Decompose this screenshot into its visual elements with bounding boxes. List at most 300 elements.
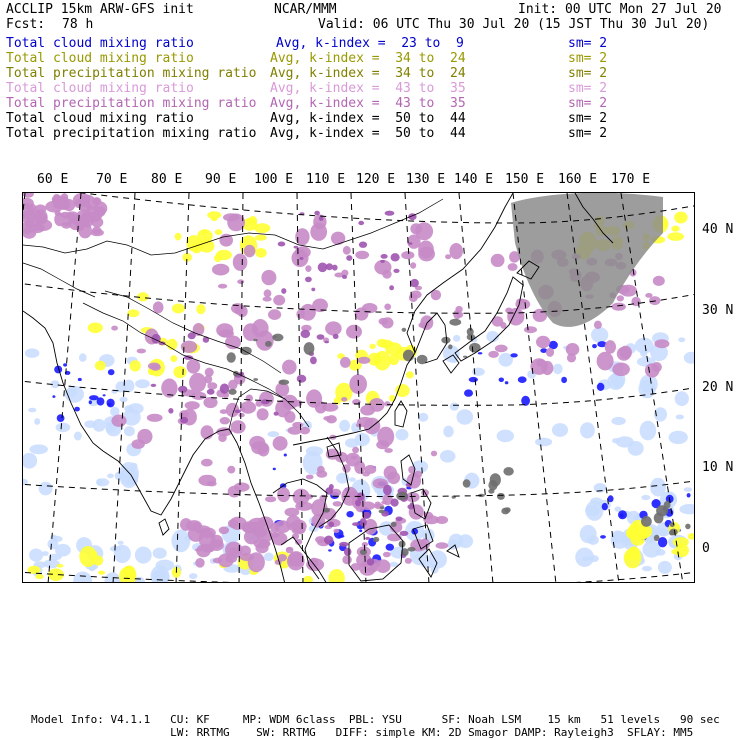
- longitude-label: 110 E: [306, 172, 346, 187]
- upper-cloud-patch: [612, 363, 630, 377]
- upper-cloud-patch: [495, 345, 508, 353]
- field-smoothing: sm= 2: [568, 51, 608, 66]
- upper-cloud-patch: [253, 528, 267, 537]
- upper-cloud-patch: [223, 213, 239, 221]
- top-cloud-core: [503, 467, 513, 476]
- upper-cloud-patch: [248, 518, 266, 530]
- field-name: Total precipitation mixing ratio: [6, 96, 257, 111]
- shallow-cloud-light-patch: [396, 429, 409, 441]
- upper-cloud-patch: [277, 487, 290, 502]
- fcst-value: 78 h: [62, 17, 94, 32]
- mid-cloud-patch: [215, 229, 222, 235]
- upper-cloud-patch: [273, 436, 288, 451]
- shallow-cloud-light-patch: [29, 549, 43, 562]
- shallow-cloud-patch: [108, 369, 115, 375]
- shallow-cloud-light-patch: [153, 548, 167, 559]
- upper-precip-patch: [332, 265, 338, 271]
- longitude-label: 120 E: [356, 172, 396, 187]
- upper-precip-patch: [324, 536, 333, 545]
- mid-cloud-patch: [211, 217, 218, 221]
- shallow-cloud-light-patch: [39, 482, 53, 496]
- upper-precip-patch: [305, 277, 312, 283]
- shallow-cloud-patch: [103, 394, 106, 396]
- upper-cloud-patch: [597, 352, 614, 371]
- shallow-cloud-patch: [602, 503, 608, 510]
- upper-precip-patch: [317, 334, 325, 340]
- mid-cloud-patch: [624, 548, 642, 569]
- upper-precip-patch: [339, 542, 348, 547]
- upper-cloud-patch: [79, 195, 95, 208]
- upper-cloud-patch: [612, 303, 626, 311]
- upper-cloud-patch: [219, 527, 229, 535]
- upper-cloud-patch: [376, 559, 391, 573]
- upper-cloud-patch: [346, 325, 362, 339]
- shallow-cloud-light-patch: [189, 573, 198, 579]
- upper-cloud-patch: [383, 552, 391, 558]
- upper-cloud-patch: [508, 263, 518, 271]
- upper-cloud-patch: [377, 427, 394, 447]
- shallow-cloud-light-patch: [123, 380, 134, 393]
- upper-cloud-patch: [323, 416, 331, 421]
- upper-precip-patch: [383, 485, 392, 495]
- upper-precip-patch: [328, 522, 334, 528]
- shallow-cloud-light-patch: [306, 446, 323, 456]
- shallow-cloud-light-patch: [107, 474, 114, 479]
- upper-precip-patch: [234, 410, 241, 414]
- shallow-cloud-light-patch: [457, 409, 474, 424]
- upper-cloud-patch: [220, 417, 230, 424]
- top-cloud-core: [227, 352, 236, 363]
- upper-cloud-patch: [436, 516, 448, 524]
- upper-precip-patch: [297, 375, 307, 383]
- shallow-cloud-patch: [518, 376, 527, 383]
- upper-precip-patch: [380, 260, 385, 263]
- mid-cloud-patch: [35, 574, 43, 579]
- field-name: Total cloud mixing ratio: [6, 51, 194, 66]
- field-level-range: Avg, k-index = 50 to 44: [270, 111, 466, 126]
- upper-cloud-patch: [195, 558, 204, 568]
- shallow-cloud-light-patch: [443, 426, 453, 438]
- init-time: Init: 00 UTC Mon 27 Jul 20: [518, 2, 722, 17]
- upper-cloud-patch: [285, 508, 300, 517]
- upper-cloud-patch: [387, 472, 400, 485]
- upper-cloud-patch: [384, 401, 390, 406]
- shallow-cloud-patch: [510, 353, 517, 357]
- upper-cloud-patch: [268, 309, 281, 320]
- top-cloud-core: [469, 343, 481, 353]
- mid-cloud-patch: [127, 309, 139, 317]
- shallow-cloud-patch: [597, 383, 605, 391]
- upper-cloud-patch: [257, 408, 269, 420]
- shallow-cloud-light-patch: [268, 431, 280, 437]
- mid-cloud-patch: [214, 254, 221, 262]
- upper-cloud-patch: [645, 363, 660, 377]
- fcst-label: Fcst:: [6, 17, 46, 32]
- shallow-cloud-patch: [608, 495, 614, 502]
- upper-cloud-patch: [207, 382, 217, 389]
- mid-cloud-patch: [175, 233, 182, 241]
- shallow-cloud-light-patch: [575, 548, 594, 567]
- upper-cloud-patch: [52, 196, 63, 207]
- upper-cloud-patch: [331, 232, 345, 245]
- shallow-cloud-light-patch: [93, 419, 106, 432]
- longitude-label: 130 E: [406, 172, 446, 187]
- shallow-cloud-patch: [63, 363, 67, 366]
- shallow-cloud-patch: [359, 530, 362, 533]
- top-cloud-core: [379, 510, 385, 514]
- upper-cloud-patch: [306, 475, 314, 480]
- mid-cloud-patch: [91, 551, 98, 556]
- shallow-cloud-patch: [687, 493, 691, 497]
- upper-precip-patch: [151, 384, 157, 387]
- shallow-cloud-patch: [97, 397, 105, 405]
- top-cloud-core: [497, 493, 505, 500]
- upper-cloud-patch: [27, 213, 42, 227]
- shallow-cloud-light-patch: [118, 541, 124, 545]
- upper-precip-patch: [358, 221, 364, 225]
- shallow-cloud-light-patch: [51, 536, 63, 542]
- shallow-cloud-light-patch: [553, 364, 563, 375]
- field-name: Total precipitation mixing ratio: [6, 126, 257, 141]
- upper-precip-patch: [391, 253, 400, 261]
- upper-cloud-patch: [231, 420, 246, 433]
- top-cloud-core: [407, 547, 415, 552]
- longitude-label: 80 E: [151, 172, 183, 187]
- top-cloud-core: [279, 380, 290, 385]
- valid-time: Valid: 06 UTC Thu 30 Jul 20 (15 JST Thu 30 Jul 20): [318, 17, 710, 32]
- upper-precip-patch: [281, 288, 286, 294]
- latitude-label: 30 N: [702, 303, 734, 318]
- upper-cloud-patch: [246, 395, 253, 403]
- upper-cloud-patch: [352, 447, 359, 453]
- mid-cloud-patch: [671, 226, 679, 232]
- upper-cloud-patch: [251, 441, 268, 454]
- top-cloud-core: [467, 328, 474, 336]
- upper-cloud-patch: [333, 529, 339, 533]
- shallow-cloud-patch: [592, 344, 597, 348]
- top-cloud-shield: [511, 193, 663, 327]
- field-smoothing: sm= 2: [568, 36, 608, 51]
- shallow-cloud-patch: [346, 511, 353, 517]
- mid-cloud-patch: [248, 216, 257, 225]
- shallow-cloud-light-patch: [34, 418, 40, 425]
- upper-precip-patch: [400, 531, 409, 536]
- upper-cloud-patch: [228, 380, 237, 390]
- upper-cloud-patch: [418, 241, 434, 259]
- upper-cloud-patch: [436, 542, 449, 549]
- shallow-cloud-patch: [478, 352, 483, 354]
- top-cloud-core: [685, 524, 690, 530]
- shallow-cloud-patch: [469, 377, 478, 382]
- longitude-label: 140 E: [454, 172, 494, 187]
- upper-cloud-patch: [218, 433, 227, 442]
- upper-precip-patch: [391, 499, 399, 507]
- shallow-cloud-light-patch: [552, 423, 568, 437]
- mid-cloud-patch: [673, 537, 689, 547]
- longitude-label: 150 E: [505, 172, 545, 187]
- shallow-cloud-light-patch: [676, 415, 684, 420]
- mid-cloud-patch: [130, 360, 141, 371]
- longitude-label: 70 E: [96, 172, 128, 187]
- shallow-cloud-patch: [386, 544, 394, 551]
- shallow-cloud-light-patch: [56, 423, 71, 433]
- upper-cloud-patch: [654, 339, 669, 348]
- upper-cloud-patch: [455, 306, 462, 313]
- upper-precip-patch: [342, 275, 347, 279]
- upper-cloud-patch: [137, 349, 146, 354]
- shallow-cloud-light-patch: [650, 478, 666, 497]
- mid-cloud-patch: [303, 576, 313, 583]
- shallow-cloud-light-patch: [440, 450, 456, 463]
- mid-cloud-patch: [196, 304, 205, 314]
- top-cloud-core: [641, 516, 652, 527]
- shallow-cloud-light-patch: [641, 495, 650, 500]
- upper-cloud-patch: [500, 322, 506, 329]
- upper-cloud-patch: [265, 496, 276, 502]
- top-cloud-core: [391, 522, 397, 527]
- shallow-cloud-light-patch: [124, 426, 135, 436]
- upper-precip-patch: [151, 334, 160, 344]
- mid-cloud-patch: [57, 564, 64, 568]
- mid-cloud-patch: [329, 569, 345, 583]
- upper-precip-patch: [410, 279, 419, 287]
- upper-precip-patch: [333, 334, 339, 339]
- top-cloud-core: [228, 389, 236, 395]
- shallow-cloud-light-patch: [339, 420, 350, 432]
- mid-cloud-patch: [170, 355, 177, 362]
- upper-cloud-patch: [355, 251, 369, 260]
- upper-precip-patch: [301, 330, 311, 338]
- field-name: Total cloud mixing ratio: [6, 111, 194, 126]
- upper-precip-patch: [220, 384, 229, 394]
- shallow-cloud-patch: [505, 381, 509, 384]
- upper-precip-patch: [408, 242, 412, 245]
- upper-cloud-patch: [185, 401, 200, 410]
- shallow-cloud-light-patch: [450, 403, 459, 411]
- upper-precip-patch: [310, 357, 317, 365]
- upper-precip-patch: [381, 254, 388, 259]
- upper-precip-patch: [385, 211, 395, 216]
- shallow-cloud-light-patch: [96, 479, 102, 486]
- upper-precip-patch: [278, 242, 286, 247]
- shallow-cloud-light-patch: [580, 422, 595, 438]
- upper-precip-patch: [188, 332, 196, 339]
- upper-cloud-patch: [605, 340, 616, 354]
- shallow-cloud-light-patch: [124, 405, 133, 412]
- top-cloud-core: [490, 473, 501, 486]
- upper-precip-patch: [299, 257, 303, 260]
- upper-precip-patch: [207, 389, 215, 395]
- shallow-cloud-light-patch: [678, 337, 685, 342]
- upper-cloud-patch: [282, 360, 297, 375]
- shallow-cloud-light-patch: [79, 353, 87, 362]
- upper-precip-patch: [261, 399, 270, 404]
- upper-cloud-patch: [234, 482, 250, 491]
- model-title: ACCLIP 15km ARW-GFS init: [6, 2, 194, 17]
- upper-precip-patch: [367, 558, 374, 565]
- shallow-cloud-light-patch: [580, 525, 597, 543]
- upper-precip-patch: [325, 341, 329, 343]
- top-cloud-core: [360, 549, 367, 555]
- shallow-cloud-light-patch: [25, 348, 40, 358]
- upper-cloud-patch: [325, 321, 342, 335]
- mid-cloud-patch: [688, 533, 695, 540]
- shallow-cloud-patch: [107, 399, 115, 408]
- upper-cloud-patch: [524, 326, 537, 333]
- upper-precip-patch: [274, 412, 279, 416]
- upper-cloud-patch: [111, 415, 126, 427]
- upper-cloud-patch: [382, 317, 394, 328]
- upper-cloud-patch: [275, 560, 282, 565]
- upper-cloud-patch: [201, 544, 215, 553]
- field-level-range: Avg, k-index = 34 to 24: [270, 51, 466, 66]
- upper-cloud-patch: [244, 245, 256, 258]
- shallow-cloud-light-patch: [658, 561, 672, 574]
- upper-cloud-patch: [415, 222, 433, 240]
- shallow-cloud-light-patch: [640, 350, 647, 357]
- upper-cloud-patch: [256, 330, 274, 350]
- field-smoothing: sm= 2: [568, 66, 608, 81]
- mid-cloud-patch: [98, 571, 105, 575]
- shallow-cloud-patch: [52, 395, 55, 398]
- upper-precip-patch: [360, 518, 367, 526]
- upper-cloud-patch: [289, 559, 295, 566]
- shallow-cloud-patch: [57, 414, 65, 422]
- top-cloud-core: [488, 489, 494, 494]
- longitude-label: 160 E: [558, 172, 598, 187]
- top-cloud-core: [403, 350, 414, 362]
- shallow-cloud-light-patch: [669, 431, 688, 444]
- upper-cloud-patch: [536, 359, 545, 367]
- upper-cloud-patch: [617, 295, 624, 301]
- upper-cloud-patch: [631, 297, 640, 307]
- shallow-cloud-light-patch: [684, 487, 693, 492]
- shallow-cloud-patch: [499, 378, 504, 383]
- upper-cloud-patch: [358, 357, 371, 364]
- upper-cloud-patch: [546, 348, 554, 357]
- upper-cloud-patch: [410, 262, 416, 268]
- upper-cloud-patch: [286, 547, 293, 550]
- upper-cloud-patch: [620, 348, 629, 356]
- shallow-cloud-patch: [284, 454, 287, 457]
- shallow-cloud-patch: [464, 389, 473, 396]
- field-name: Total cloud mixing ratio: [6, 81, 194, 96]
- upper-cloud-patch: [92, 227, 102, 235]
- shallow-cloud-light-patch: [447, 539, 458, 549]
- upper-cloud-patch: [203, 397, 217, 408]
- top-cloud-core: [670, 523, 675, 528]
- shallow-cloud-light-patch: [453, 335, 460, 342]
- upper-precip-patch: [344, 548, 352, 556]
- top-cloud-core: [669, 530, 675, 535]
- upper-cloud-patch: [346, 453, 361, 467]
- upper-cloud-patch: [219, 329, 234, 337]
- mid-cloud-patch: [255, 248, 266, 258]
- upper-cloud-patch: [375, 502, 382, 508]
- shallow-cloud-light-patch: [628, 441, 644, 456]
- upper-cloud-patch: [227, 466, 235, 474]
- mid-cloud-patch: [123, 566, 136, 580]
- mid-cloud-patch: [633, 529, 643, 538]
- upper-cloud-patch: [342, 555, 352, 564]
- field-smoothing: sm= 2: [568, 96, 608, 111]
- mid-cloud-patch: [88, 323, 103, 334]
- mid-cloud-patch: [667, 232, 684, 241]
- upper-cloud-patch: [212, 264, 229, 276]
- top-cloud-core: [449, 319, 461, 326]
- upper-precip-patch: [393, 269, 399, 273]
- shallow-cloud-light-patch: [28, 408, 36, 413]
- top-cloud-core: [463, 479, 471, 487]
- upper-cloud-patch: [270, 523, 279, 533]
- map-canvas: [23, 193, 695, 583]
- mid-cloud-patch: [374, 351, 391, 371]
- upper-cloud-patch: [200, 528, 216, 539]
- mid-cloud-patch: [369, 344, 375, 349]
- shallow-cloud-patch: [561, 377, 567, 383]
- upper-cloud-patch: [341, 397, 347, 402]
- shallow-cloud-light-patch: [119, 397, 127, 403]
- top-cloud-core: [272, 334, 283, 342]
- top-cloud-core: [448, 344, 452, 349]
- top-cloud-core: [253, 378, 258, 381]
- upper-cloud-patch: [261, 270, 276, 285]
- upper-cloud-patch: [233, 254, 248, 271]
- upper-cloud-patch: [238, 413, 244, 417]
- shallow-cloud-patch: [74, 407, 80, 412]
- upper-cloud-patch: [273, 295, 285, 306]
- upper-cloud-patch: [225, 555, 237, 563]
- upper-cloud-patch: [401, 251, 414, 259]
- longitude-label: 170 E: [611, 172, 651, 187]
- upper-precip-patch: [359, 242, 367, 248]
- mid-cloud-patch: [173, 366, 186, 378]
- shallow-cloud-light-patch: [591, 327, 608, 343]
- upper-cloud-patch: [317, 466, 325, 473]
- cloud-field-layer: [23, 193, 695, 583]
- shallow-cloud-light-patch: [74, 432, 82, 441]
- top-cloud-core: [253, 339, 258, 342]
- upper-precip-patch: [365, 537, 370, 540]
- upper-precip-patch: [168, 408, 173, 414]
- upper-cloud-patch: [653, 276, 665, 286]
- shallow-cloud-light-patch: [349, 477, 356, 482]
- shallow-cloud-light-patch: [345, 438, 359, 447]
- upper-precip-patch: [314, 211, 320, 216]
- top-cloud-core: [265, 341, 272, 347]
- upper-cloud-patch: [213, 558, 222, 564]
- shallow-cloud-light-patch: [23, 453, 37, 469]
- upper-cloud-patch: [296, 309, 305, 319]
- upper-cloud-patch: [488, 351, 499, 358]
- upper-cloud-patch: [147, 414, 163, 422]
- shallow-cloud-light-patch: [114, 545, 131, 563]
- latitude-label: 20 N: [702, 380, 734, 395]
- field-smoothing: sm= 2: [568, 81, 608, 96]
- top-cloud-core: [373, 537, 379, 542]
- shallow-cloud-patch: [78, 378, 82, 381]
- field-name: Total precipitation mixing ratio: [6, 66, 257, 81]
- field-smoothing: sm= 2: [568, 126, 608, 141]
- upper-cloud-patch: [491, 254, 505, 267]
- upper-precip-patch: [389, 285, 394, 290]
- field-level-range: Avg, k-index = 23 to 9: [276, 36, 464, 51]
- field-name: Total cloud mixing ratio: [6, 36, 194, 51]
- upper-precip-patch: [318, 263, 328, 273]
- top-cloud-core: [654, 513, 664, 524]
- upper-cloud-patch: [54, 213, 65, 227]
- upper-cloud-patch: [255, 543, 268, 554]
